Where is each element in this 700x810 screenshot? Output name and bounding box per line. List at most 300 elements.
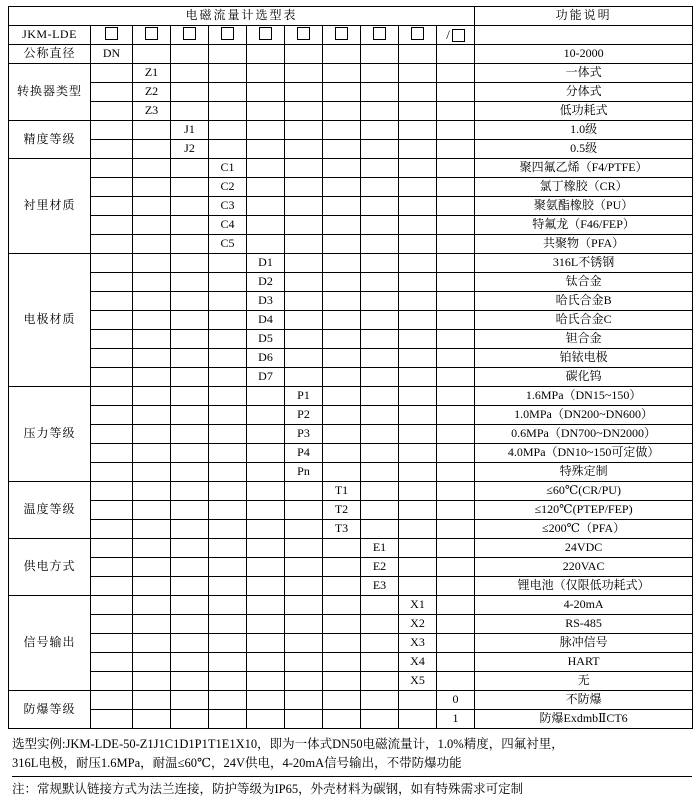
empty-cell	[437, 235, 475, 254]
option-code[interactable]: D5	[247, 330, 285, 349]
empty-cell	[247, 501, 285, 520]
empty-cell	[323, 64, 361, 83]
empty-cell	[437, 83, 475, 102]
checkbox-icon[interactable]	[259, 27, 272, 40]
option-code[interactable]: P1	[285, 387, 323, 406]
empty-cell	[285, 615, 323, 634]
empty-cell	[285, 45, 323, 64]
empty-cell	[91, 197, 133, 216]
empty-cell	[361, 102, 399, 121]
description-header: 功能说明	[475, 7, 693, 26]
option-description: 共聚物（PFA）	[475, 235, 693, 254]
empty-cell	[285, 235, 323, 254]
empty-cell	[91, 102, 133, 121]
empty-cell	[361, 349, 399, 368]
empty-cell	[361, 482, 399, 501]
option-code[interactable]: D2	[247, 273, 285, 292]
empty-cell	[91, 653, 133, 672]
empty-cell	[171, 482, 209, 501]
empty-cell	[285, 159, 323, 178]
empty-cell	[171, 330, 209, 349]
spec-table-body	[9, 7, 693, 729]
empty-cell	[437, 444, 475, 463]
empty-cell	[323, 425, 361, 444]
empty-cell	[171, 596, 209, 615]
empty-cell	[361, 444, 399, 463]
empty-cell	[91, 596, 133, 615]
model-checkbox-cell[interactable]	[133, 26, 171, 45]
empty-cell	[437, 501, 475, 520]
empty-cell	[437, 520, 475, 539]
option-code[interactable]: C3	[209, 197, 247, 216]
checkbox-icon[interactable]	[452, 29, 465, 42]
empty-cell	[437, 159, 475, 178]
checkbox-icon[interactable]	[183, 27, 196, 40]
table-row	[9, 406, 693, 425]
empty-cell	[323, 273, 361, 292]
model-checkbox-cell-explosion[interactable]	[437, 26, 475, 45]
model-checkbox-cell[interactable]	[361, 26, 399, 45]
empty-cell	[285, 520, 323, 539]
table-row	[9, 672, 693, 691]
option-description: 聚四氟乙烯（F4/PTFE）	[475, 159, 693, 178]
empty-cell	[285, 577, 323, 596]
empty-cell	[323, 140, 361, 159]
option-description: 无	[475, 672, 693, 691]
empty-cell	[171, 406, 209, 425]
empty-cell	[91, 615, 133, 634]
row-label: 衬里材质	[9, 159, 91, 254]
option-description: 聚氨酯橡胶（PU）	[475, 197, 693, 216]
empty-cell	[209, 349, 247, 368]
empty-cell	[209, 406, 247, 425]
option-code[interactable]: Z2	[133, 83, 171, 102]
table-row	[9, 558, 693, 577]
empty-cell	[247, 596, 285, 615]
empty-cell	[91, 216, 133, 235]
option-code[interactable]: X3	[399, 634, 437, 653]
empty-cell	[323, 558, 361, 577]
empty-cell	[437, 330, 475, 349]
row-label: 公称直径	[9, 45, 91, 64]
table-row	[9, 254, 693, 273]
empty-cell	[437, 140, 475, 159]
option-description: 24VDC	[475, 539, 693, 558]
option-code[interactable]: Z1	[133, 64, 171, 83]
empty-cell	[247, 197, 285, 216]
empty-cell	[209, 577, 247, 596]
option-description: 0.5级	[475, 140, 693, 159]
empty-cell	[399, 691, 437, 710]
empty-cell	[399, 463, 437, 482]
empty-cell	[247, 691, 285, 710]
table-row	[9, 140, 693, 159]
empty-cell	[171, 634, 209, 653]
empty-cell	[323, 672, 361, 691]
empty-cell	[91, 406, 133, 425]
empty-cell	[437, 577, 475, 596]
empty-cell	[399, 577, 437, 596]
table-row	[9, 539, 693, 558]
empty-cell	[133, 577, 171, 596]
empty-cell	[437, 45, 475, 64]
table-row	[9, 178, 693, 197]
table-row	[9, 463, 693, 482]
empty-cell	[399, 216, 437, 235]
checkbox-icon[interactable]	[411, 27, 424, 40]
empty-cell	[209, 653, 247, 672]
empty-cell	[209, 520, 247, 539]
empty-cell	[285, 672, 323, 691]
table-row	[9, 425, 693, 444]
empty-cell	[437, 463, 475, 482]
empty-cell	[247, 634, 285, 653]
empty-cell	[399, 330, 437, 349]
option-code[interactable]: DN	[91, 45, 133, 64]
empty-cell	[399, 444, 437, 463]
table-row	[9, 159, 693, 178]
table-row	[9, 615, 693, 634]
option-description: 1.0MPa（DN200~DN600）	[475, 406, 693, 425]
empty-cell	[133, 539, 171, 558]
empty-cell	[323, 178, 361, 197]
empty-cell	[285, 273, 323, 292]
row-label: 供电方式	[9, 539, 91, 596]
empty-cell	[247, 121, 285, 140]
option-code[interactable]: C2	[209, 178, 247, 197]
empty-cell	[361, 178, 399, 197]
empty-cell	[133, 653, 171, 672]
table-row	[9, 121, 693, 140]
empty-cell	[209, 615, 247, 634]
model-checkbox-cell[interactable]	[91, 26, 133, 45]
table-row	[9, 577, 693, 596]
table-row	[9, 653, 693, 672]
model-checkbox-cell[interactable]	[247, 26, 285, 45]
option-code[interactable]: E1	[361, 539, 399, 558]
empty-cell	[323, 102, 361, 121]
empty-cell	[437, 121, 475, 140]
checkbox-icon[interactable]	[373, 27, 386, 40]
option-code[interactable]: J1	[171, 121, 209, 140]
empty-cell	[209, 102, 247, 121]
empty-cell	[323, 387, 361, 406]
empty-cell	[171, 235, 209, 254]
empty-cell	[323, 653, 361, 672]
empty-cell	[437, 292, 475, 311]
model-checkbox-cell[interactable]	[323, 26, 361, 45]
option-description: ≤60℃(CR/PU)	[475, 482, 693, 501]
option-code[interactable]: 1	[437, 710, 475, 729]
empty-cell	[323, 45, 361, 64]
empty-cell	[209, 273, 247, 292]
empty-cell	[437, 178, 475, 197]
empty-cell	[171, 159, 209, 178]
empty-cell	[209, 691, 247, 710]
empty-cell	[133, 330, 171, 349]
option-code[interactable]: 0	[437, 691, 475, 710]
empty-cell	[437, 482, 475, 501]
empty-cell	[247, 387, 285, 406]
empty-cell	[247, 102, 285, 121]
empty-cell	[247, 463, 285, 482]
option-code[interactable]: X2	[399, 615, 437, 634]
empty-cell	[209, 596, 247, 615]
table-row	[9, 482, 693, 501]
checkbox-icon[interactable]	[297, 27, 310, 40]
table-row	[9, 273, 693, 292]
empty-cell	[209, 83, 247, 102]
empty-cell	[171, 197, 209, 216]
option-code[interactable]: D7	[247, 368, 285, 387]
slash-separator: /	[446, 26, 450, 42]
empty-cell	[133, 349, 171, 368]
empty-cell	[91, 691, 133, 710]
option-description: 一体式	[475, 64, 693, 83]
empty-cell	[285, 121, 323, 140]
empty-cell	[399, 140, 437, 159]
empty-cell	[133, 197, 171, 216]
model-checkbox-cell[interactable]	[399, 26, 437, 45]
empty-cell	[399, 368, 437, 387]
table-title: 电磁流量计选型表	[9, 7, 475, 26]
option-description: 1.6MPa（DN15~150）	[475, 387, 693, 406]
empty-cell	[285, 349, 323, 368]
empty-cell	[171, 311, 209, 330]
table-row	[9, 64, 693, 83]
empty-cell	[91, 292, 133, 311]
empty-cell	[399, 178, 437, 197]
empty-cell	[91, 539, 133, 558]
empty-cell	[399, 102, 437, 121]
empty-cell	[285, 691, 323, 710]
option-code[interactable]: X1	[399, 596, 437, 615]
checkbox-icon[interactable]	[145, 27, 158, 40]
option-code[interactable]: C1	[209, 159, 247, 178]
checkbox-icon[interactable]	[335, 27, 348, 40]
empty-cell	[399, 273, 437, 292]
empty-cell	[133, 634, 171, 653]
empty-cell	[361, 254, 399, 273]
option-code[interactable]: E2	[361, 558, 399, 577]
option-code[interactable]: J2	[171, 140, 209, 159]
empty-cell	[399, 254, 437, 273]
empty-cell	[247, 45, 285, 64]
empty-cell	[361, 292, 399, 311]
empty-cell	[285, 482, 323, 501]
empty-cell	[133, 710, 171, 729]
option-code[interactable]: T1	[323, 482, 361, 501]
model-code-row	[9, 26, 693, 45]
option-description: 碳化钨	[475, 368, 693, 387]
empty-cell	[133, 292, 171, 311]
empty-cell	[323, 615, 361, 634]
option-code[interactable]: D4	[247, 311, 285, 330]
table-row	[9, 83, 693, 102]
empty-cell	[437, 672, 475, 691]
empty-cell	[323, 216, 361, 235]
empty-cell	[171, 216, 209, 235]
empty-cell	[91, 482, 133, 501]
option-code[interactable]: T2	[323, 501, 361, 520]
empty-cell	[209, 311, 247, 330]
option-code[interactable]: D1	[247, 254, 285, 273]
row-label: 转换器类型	[9, 64, 91, 121]
table-row	[9, 691, 693, 710]
option-code[interactable]: D3	[247, 292, 285, 311]
empty-cell	[361, 45, 399, 64]
option-code[interactable]: T3	[323, 520, 361, 539]
option-description: 特氟龙（F46/FEP）	[475, 216, 693, 235]
option-description: 铂铱电极	[475, 349, 693, 368]
empty-cell	[209, 539, 247, 558]
option-description: 不防爆	[475, 691, 693, 710]
option-description: 氯丁橡胶（CR）	[475, 178, 693, 197]
model-row-description	[475, 26, 693, 45]
empty-cell	[285, 558, 323, 577]
empty-cell	[361, 596, 399, 615]
option-description: 0.6MPa（DN700~DN2000）	[475, 425, 693, 444]
empty-cell	[361, 463, 399, 482]
empty-cell	[361, 501, 399, 520]
empty-cell	[171, 653, 209, 672]
option-code[interactable]: D6	[247, 349, 285, 368]
checkbox-icon[interactable]	[221, 27, 234, 40]
empty-cell	[171, 558, 209, 577]
empty-cell	[171, 273, 209, 292]
row-label: 精度等级	[9, 121, 91, 159]
table-row	[9, 197, 693, 216]
empty-cell	[361, 216, 399, 235]
empty-cell	[285, 710, 323, 729]
empty-cell	[209, 330, 247, 349]
empty-cell	[91, 501, 133, 520]
empty-cell	[133, 444, 171, 463]
empty-cell	[171, 463, 209, 482]
option-description: 钛合金	[475, 273, 693, 292]
empty-cell	[437, 368, 475, 387]
option-description: 钽合金	[475, 330, 693, 349]
empty-cell	[133, 406, 171, 425]
empty-cell	[399, 406, 437, 425]
empty-cell	[171, 45, 209, 64]
checkbox-icon[interactable]	[105, 27, 118, 40]
empty-cell	[133, 45, 171, 64]
empty-cell	[209, 425, 247, 444]
empty-cell	[133, 558, 171, 577]
empty-cell	[437, 273, 475, 292]
empty-cell	[361, 140, 399, 159]
option-code[interactable]: X5	[399, 672, 437, 691]
empty-cell	[437, 254, 475, 273]
row-label: 防爆等级	[9, 691, 91, 729]
empty-cell	[171, 501, 209, 520]
empty-cell	[91, 425, 133, 444]
option-code[interactable]: Z3	[133, 102, 171, 121]
empty-cell	[285, 292, 323, 311]
empty-cell	[399, 349, 437, 368]
option-code[interactable]: E3	[361, 577, 399, 596]
option-code[interactable]: C4	[209, 216, 247, 235]
option-code[interactable]: X4	[399, 653, 437, 672]
empty-cell	[247, 178, 285, 197]
option-description: 低功耗式	[475, 102, 693, 121]
empty-cell	[133, 140, 171, 159]
note-remark: 注：常规默认链接方式为法兰连接，防护等级为IP65，外壳材料为碳钢，如有特殊需求可定制	[12, 776, 692, 799]
empty-cell	[91, 254, 133, 273]
empty-cell	[285, 501, 323, 520]
empty-cell	[91, 444, 133, 463]
option-code[interactable]: Pn	[285, 463, 323, 482]
empty-cell	[133, 520, 171, 539]
table-row	[9, 216, 693, 235]
empty-cell	[361, 634, 399, 653]
empty-cell	[437, 349, 475, 368]
option-description: 脉冲信号	[475, 634, 693, 653]
option-description: 哈氏合金B	[475, 292, 693, 311]
empty-cell	[285, 178, 323, 197]
option-description: 防爆ExdmbⅡCT6	[475, 710, 693, 729]
empty-cell	[323, 406, 361, 425]
model-checkbox-cell[interactable]	[171, 26, 209, 45]
empty-cell	[323, 349, 361, 368]
empty-cell	[361, 368, 399, 387]
option-description: HART	[475, 653, 693, 672]
empty-cell	[399, 235, 437, 254]
option-code[interactable]: C5	[209, 235, 247, 254]
empty-cell	[437, 387, 475, 406]
empty-cell	[437, 558, 475, 577]
empty-cell	[133, 691, 171, 710]
empty-cell	[247, 406, 285, 425]
empty-cell	[91, 634, 133, 653]
empty-cell	[361, 159, 399, 178]
empty-cell	[361, 406, 399, 425]
empty-cell	[323, 539, 361, 558]
empty-cell	[133, 311, 171, 330]
option-description: 1.0级	[475, 121, 693, 140]
option-code[interactable]: P4	[285, 444, 323, 463]
empty-cell	[437, 615, 475, 634]
empty-cell	[285, 653, 323, 672]
empty-cell	[133, 121, 171, 140]
option-description: 220VAC	[475, 558, 693, 577]
empty-cell	[209, 292, 247, 311]
empty-cell	[91, 178, 133, 197]
empty-cell	[285, 83, 323, 102]
option-description: ≤120℃(PTEP/FEP)	[475, 501, 693, 520]
empty-cell	[361, 520, 399, 539]
empty-cell	[361, 64, 399, 83]
empty-cell	[247, 577, 285, 596]
option-code[interactable]: P2	[285, 406, 323, 425]
empty-cell	[209, 64, 247, 83]
empty-cell	[247, 216, 285, 235]
empty-cell	[323, 197, 361, 216]
empty-cell	[133, 615, 171, 634]
empty-cell	[285, 634, 323, 653]
empty-cell	[133, 501, 171, 520]
empty-cell	[133, 273, 171, 292]
option-code[interactable]: P3	[285, 425, 323, 444]
empty-cell	[91, 577, 133, 596]
option-description: 锂电池（仅限低功耗式）	[475, 577, 693, 596]
empty-cell	[171, 64, 209, 83]
empty-cell	[209, 121, 247, 140]
empty-cell	[323, 330, 361, 349]
model-checkbox-cell[interactable]	[285, 26, 323, 45]
model-checkbox-cell[interactable]	[209, 26, 247, 45]
